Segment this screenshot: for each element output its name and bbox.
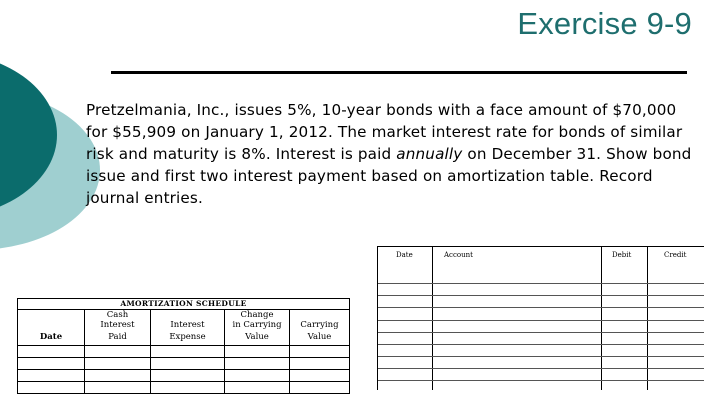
amort-col-header: in Carrying <box>232 320 282 330</box>
journal-row-line <box>378 344 704 345</box>
amort-col-header: Carrying <box>300 320 339 330</box>
journal-row-line <box>378 307 704 308</box>
amort-col-header: Paid <box>108 332 127 342</box>
amort-col-header: Interest <box>170 320 205 330</box>
amort-row-line <box>18 381 349 382</box>
journal-row-line <box>378 368 704 369</box>
problem-text-part1: Pretzelmania, Inc., issues 5%, 10-year bonds with a face amount of $70,000 for $55,909 on January 1, 2012. The market interest rate for bonds of similar risk and maturity is 8%. Interest is paid <box>86 101 683 163</box>
journal-header-account: Account <box>444 251 473 259</box>
journal-row-line <box>378 332 704 333</box>
amort-col-header: Cash <box>106 310 129 320</box>
journal-row-line <box>378 356 704 357</box>
journal-row-line <box>378 295 704 296</box>
journal-row-line <box>378 283 704 284</box>
amort-row-line <box>18 369 349 370</box>
amort-col-header: Value <box>307 332 332 342</box>
problem-statement <box>86 99 696 209</box>
slide-title: Exercise 9-9 <box>517 6 692 41</box>
journal-row-line <box>378 320 704 321</box>
amortization-schedule-title: AMORTIZATION SCHEDULE <box>18 299 349 310</box>
amort-row-line <box>18 345 349 346</box>
journal-header-credit: Credit <box>664 251 687 259</box>
problem-text-emphasis: annually <box>396 145 463 163</box>
amort-col-header: Value <box>245 332 269 342</box>
journal-entry-table <box>377 246 704 390</box>
amortization-schedule-table <box>17 298 350 394</box>
amort-col-header: Date <box>39 332 63 342</box>
journal-header-date: Date <box>396 251 413 259</box>
amort-col-header: Change <box>240 310 274 320</box>
amort-row-line <box>18 357 349 358</box>
amort-col-header: Interest <box>100 320 135 330</box>
title-divider <box>111 71 687 74</box>
journal-header-debit: Debit <box>612 251 632 259</box>
problem-text-part2: on December 31. Show bond issue and first two interest payment based on amortization table. Record journal entries. <box>86 145 692 207</box>
journal-row-line <box>378 380 704 381</box>
amort-col-header: Expense <box>169 332 206 342</box>
